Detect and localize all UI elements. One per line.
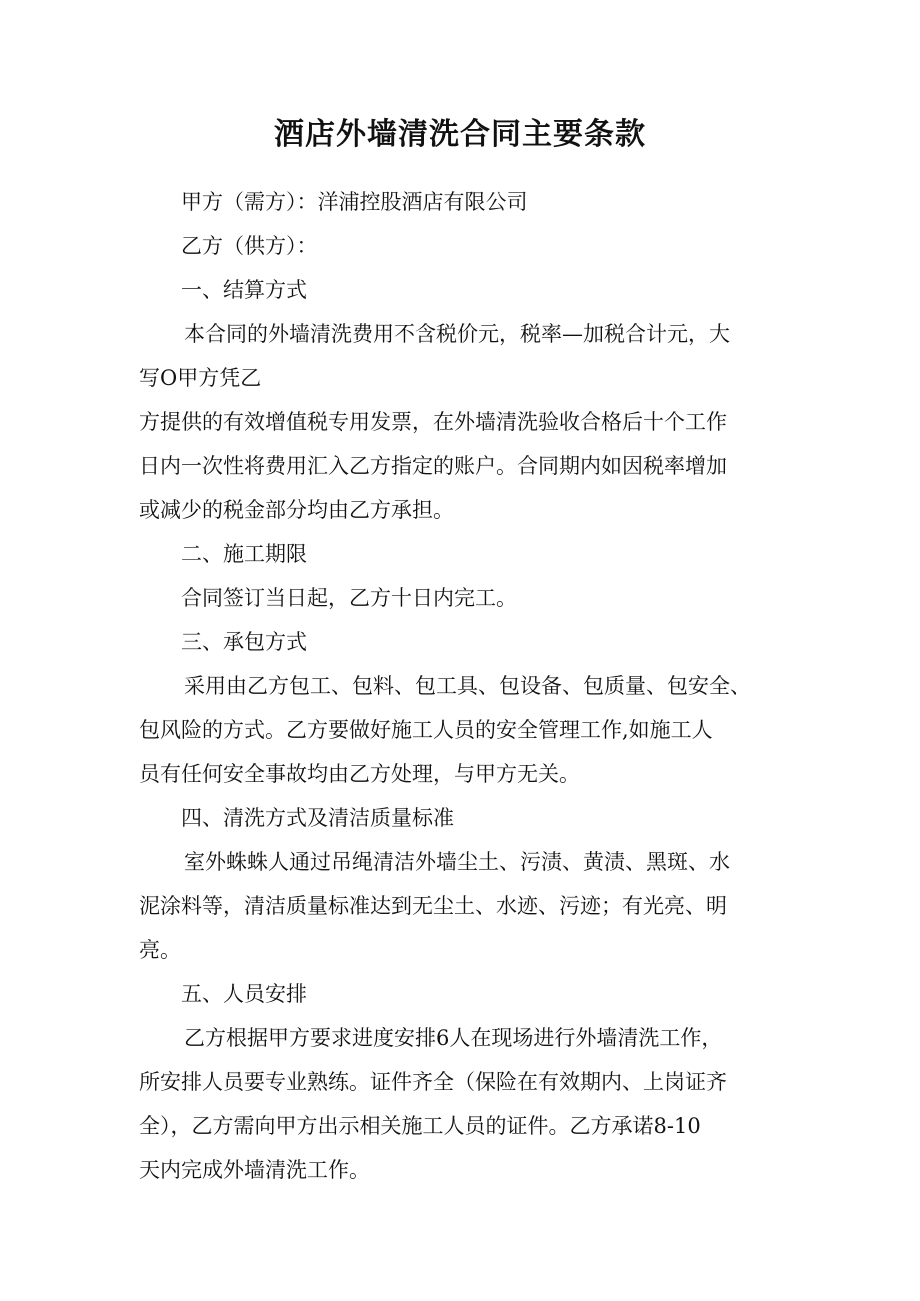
paragraph-line: 写O甲方凭乙 xyxy=(139,366,262,390)
paragraph-line: 或减少的税金部分均由乙方承担。 xyxy=(139,498,454,522)
paragraph-line: 包风险的方式。乙方要做好施工人员的安全管理工作,如施工人 xyxy=(139,718,713,742)
paragraph-line: 所安排人员要专业熟练。证件齐全（保险在有效期内、上岗证齐 xyxy=(139,1070,727,1094)
section-heading-staffing: 五、人员安排 xyxy=(181,982,307,1006)
section-heading-schedule: 二、施工期限 xyxy=(181,542,307,566)
paragraph-line: 本合同的外墙清洗费用不含税价元，税率—加税合计元，大 xyxy=(184,322,730,346)
party-a-line: 甲方（需方）：洋浦控股酒店有限公司 xyxy=(181,190,528,214)
document-title: 酒店外墙清洗合同主要条款 xyxy=(274,117,646,152)
paragraph-line: 天内完成外墙清洗工作。 xyxy=(139,1158,370,1182)
paragraph-line: 室外蛛蛛人通过吊绳清洁外墙尘土、污渍、黄渍、黑斑、水 xyxy=(184,850,730,874)
paragraph-line: 方提供的有效增值税专用发票，在外墙清洗验收合格后十个工作 xyxy=(139,410,727,434)
section-heading-settlement: 一、结算方式 xyxy=(181,278,307,302)
paragraph-line: 乙方根据甲方要求进度安排6人在现场进行外墙清洗工作， xyxy=(184,1026,723,1050)
paragraph-line: 泥涂料等，清洁质量标准达到无尘土、水迹、污迹；有光亮、明 xyxy=(139,894,727,918)
paragraph-line: 日内一次性将费用汇入乙方指定的账户。合同期内如因税率增加 xyxy=(139,454,727,478)
section-heading-cleaning-standard: 四、清洗方式及清洁质量标准 xyxy=(181,806,454,830)
section-heading-contracting: 三、承包方式 xyxy=(181,630,307,654)
paragraph-line: 全），乙方需向甲方出示相关施工人员的证件。乙方承诺8-10 xyxy=(139,1114,701,1138)
paragraph-line: 员有任何安全事故均由乙方处理，与甲方无关。 xyxy=(139,762,580,786)
paragraph-line: 亮。 xyxy=(139,938,181,962)
paragraph-line: 合同签订当日起，乙方十日内完工。 xyxy=(181,586,517,610)
paragraph-line: 采用由乙方包工、包料、包工具、包设备、包质量、包安全、 xyxy=(184,674,751,698)
document-body xyxy=(139,180,787,1192)
party-b-line: 乙方（供方）： xyxy=(181,234,318,258)
